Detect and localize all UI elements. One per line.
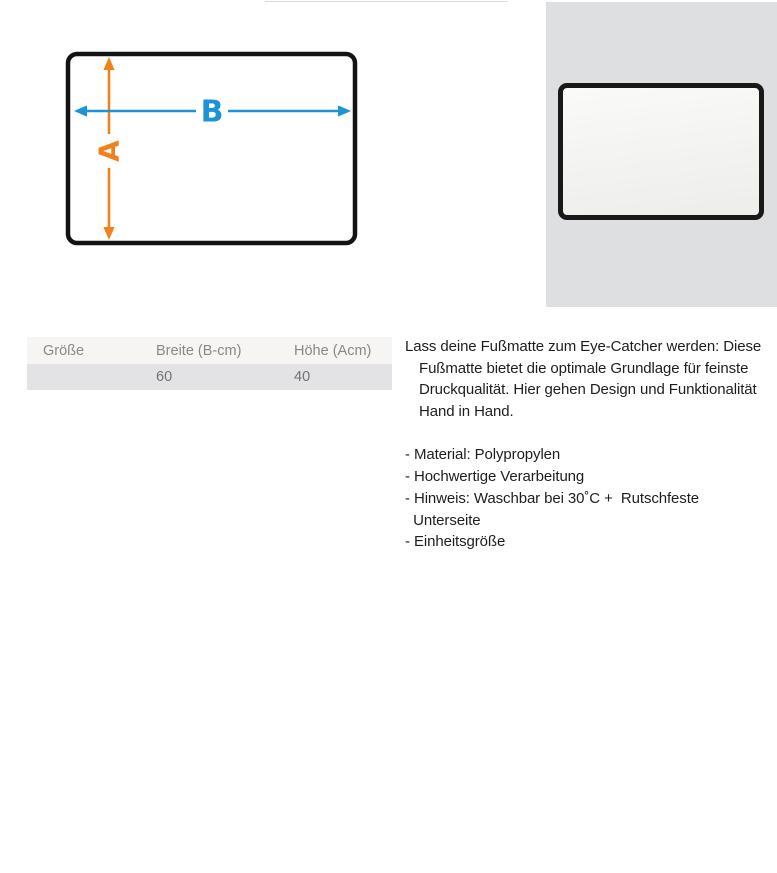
height-label: A (92, 140, 126, 162)
size-table (27, 337, 392, 390)
description-line: Hand in Hand. (419, 403, 514, 421)
size-table-cell-groesse (27, 364, 140, 390)
description-line: Druckqualität. Hier gehen Design und Funktionalität (419, 381, 757, 399)
bullet-line: - Hochwertige Verarbeitung (405, 468, 585, 486)
size-table-header-hoehe: Höhe (Acm) (294, 342, 372, 359)
size-table-row (27, 364, 392, 390)
size-table-cell-breite: 60 (156, 369, 173, 385)
size-table-header-row (27, 337, 392, 364)
description-line: Lass deine Fußmatte zum Eye-Catcher werden: Diese (405, 338, 762, 355)
product-image-panel (546, 2, 777, 307)
dimension-diagram (0, 0, 420, 280)
bullet-line: - Hinweis: Waschbar bei 30˚C + Rutschfeste (405, 489, 700, 507)
bullet-line: - Material: Polypropylen (405, 446, 561, 464)
size-table-cell-hoehe: 40 (294, 369, 311, 385)
doormat-image (558, 83, 764, 220)
size-table-header-breite: Breite (B-cm) (156, 342, 242, 359)
size-table-header-groesse: Größe (43, 342, 85, 359)
bullet-line: Unterseite (405, 511, 481, 529)
bullet-line: - Einheitsgröße (405, 533, 506, 551)
product-description (405, 336, 777, 553)
description-spacer (405, 423, 777, 445)
width-label: B (200, 94, 224, 130)
description-line: Fußmatte bietet die optimale Grundlage für feinste (419, 359, 749, 377)
